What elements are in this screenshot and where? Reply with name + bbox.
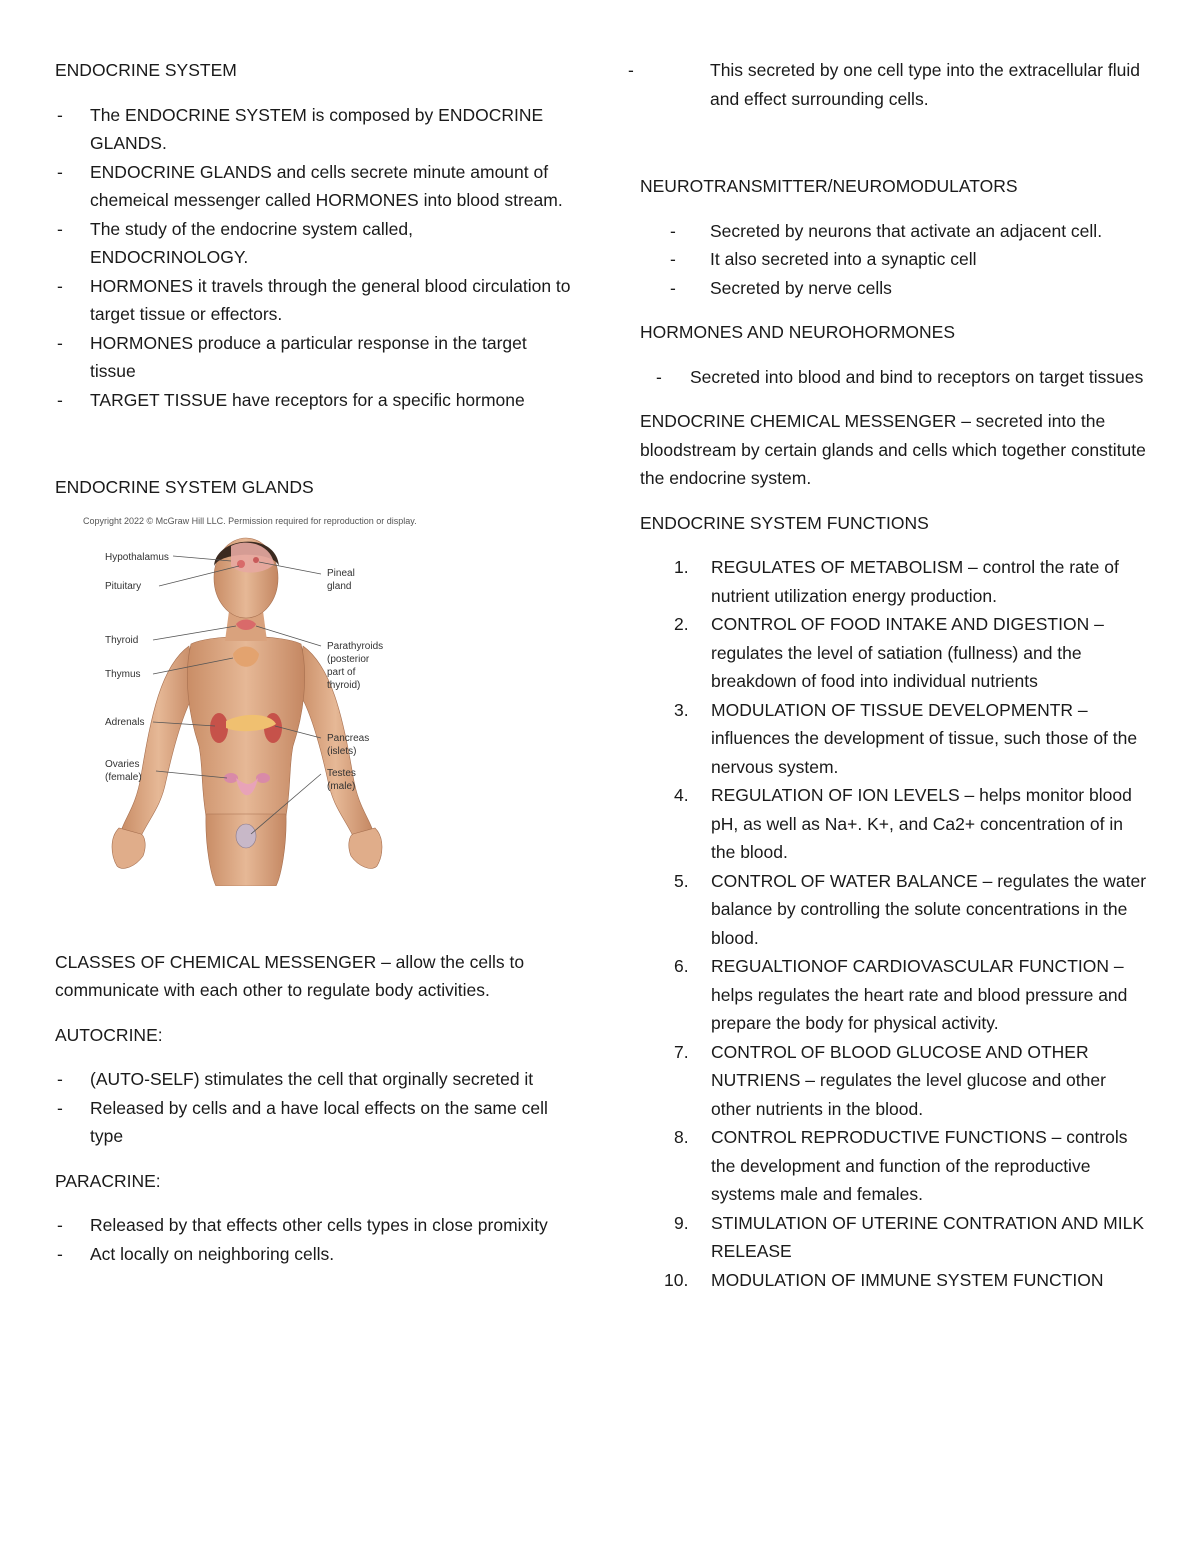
list-item-text: STIMULATION OF UTERINE CONTRATION AND MILK RELEASE	[711, 1212, 1144, 1261]
list-item-text: MODULATION OF IMMUNE SYSTEM FUNCTION	[711, 1269, 1104, 1290]
list-number: 10.	[664, 1269, 689, 1290]
list-item	[640, 610, 1150, 696]
autocrine-list	[55, 1065, 575, 1151]
functions-list	[640, 553, 1150, 1294]
list-item: - ENDOCRINE GLANDS and cells secrete minute amount of chemeical messenger called HORMONES into blood stream.	[55, 158, 575, 215]
list-item-text: CONTROL OF BLOOD GLUCOSE AND OTHER NUTRIENS – regulates the level glucose and other other nutrients in the blood.	[711, 1041, 1106, 1119]
section-title-endocrine-system: ENDOCRINE SYSTEM	[55, 60, 237, 80]
left-column	[55, 56, 575, 1268]
list-number: 7.	[674, 1041, 689, 1062]
list-item	[640, 553, 1150, 610]
section-title-neuro: NEUROTRANSMITTER/NEUROMODULATORS	[640, 176, 1018, 196]
list-item: - Secreted by nerve cells	[668, 274, 1150, 303]
label-pineal: Pineal	[327, 567, 355, 579]
list-item: - Act locally on neighboring cells.	[55, 1240, 575, 1269]
label-parathyroids: Parathyroids	[327, 640, 384, 652]
list-number: 4.	[674, 785, 689, 805]
list-number: 3.	[674, 699, 689, 720]
label-pituitary: Pituitary	[105, 580, 142, 592]
list-item: - The ENDOCRINE SYSTEM is composed by ENDOCRINE GLANDS.	[55, 101, 575, 158]
label-parathyroids-sub1: (posterior	[327, 653, 370, 665]
list-number: 2.	[674, 614, 689, 634]
neuro-list	[640, 217, 1150, 303]
section-title-glands: ENDOCRINE SYSTEM GLANDS	[55, 477, 314, 497]
list-number: 1.	[674, 557, 689, 577]
label-pineal-sub: gland	[327, 580, 352, 592]
list-item: - It also secreted into a synaptic cell	[668, 245, 1150, 274]
label-testes: Testes	[327, 767, 356, 779]
label-parathyroids-sub2: part of	[327, 666, 356, 678]
messenger-paragraph: ENDOCRINE CHEMICAL MESSENGER – secreted into the bloodstream by certain glands and cells which together constitute the endocrine system.	[640, 411, 1146, 488]
list-item-text: CONTROL OF WATER BALANCE – regulates the water balance by controlling the solute concentrations in the blood.	[711, 870, 1147, 948]
list-item: - (AUTO-SELF) stimulates the cell that orginally secreted it	[55, 1065, 575, 1094]
list-item-text: REGULATES OF METABOLISM – control the rate of nutrient utilization energy production.	[711, 557, 1119, 606]
paracrine-continued-list	[640, 56, 1150, 113]
label-hypothalamus: Hypothalamus	[105, 551, 169, 563]
label-ovaries-sub: (female)	[105, 771, 142, 783]
list-item	[640, 1266, 1150, 1295]
list-item-text: CONTROL REPRODUCTIVE FUNCTIONS – controls the development and function of the reproductive systems male and females.	[711, 1127, 1128, 1204]
list-item: - TARGET TISSUE have receptors for a specific hormone	[55, 386, 575, 415]
list-item-text: MODULATION OF TISSUE DEVELOPMENTR – influences the development of tissue, such those of the nervous system.	[711, 699, 1138, 777]
list-item	[640, 1123, 1150, 1209]
list-item	[640, 781, 1150, 867]
paracrine-list	[55, 1211, 575, 1268]
right-column	[640, 56, 1150, 1294]
list-item-text: REGULATION OF ION LEVELS – helps monitor blood pH, as well as Na+. K+, and Ca2+ concentration of in the blood.	[711, 785, 1132, 862]
list-item-text: Secreted into blood and bind to receptors on target tissues	[690, 366, 1144, 387]
list-item-text: REGUALTIONOF CARDIOVASCULAR FUNCTION – helps regulates the heart rate and blood pressure and prepare the body for physical activity.	[711, 956, 1128, 1033]
label-parathyroids-sub3: thyroid)	[327, 679, 361, 691]
list-item	[640, 952, 1150, 1038]
list-item	[640, 867, 1150, 953]
list-item-text: CONTROL OF FOOD INTAKE AND DIGESTION – regulates the level of satiation (fullness) and the breakdown of food into individual nutrients	[711, 614, 1104, 691]
section-title-autocrine: AUTOCRINE:	[55, 1024, 163, 1045]
list-item: - HORMONES produce a particular response in the target tissue	[55, 329, 575, 386]
list-item	[640, 696, 1150, 782]
list-item: - Released by that effects other cells types in close promixity	[55, 1211, 575, 1240]
section-title-functions: ENDOCRINE SYSTEM FUNCTIONS	[640, 512, 929, 533]
list-item: - The study of the endocrine system called, ENDOCRINOLOGY.	[55, 215, 575, 272]
label-pancreas: Pancreas	[327, 732, 370, 744]
list-item	[654, 363, 1150, 392]
label-ovaries: Ovaries	[105, 758, 140, 770]
hormones-list	[640, 363, 1150, 392]
label-testes-sub: (male)	[327, 780, 356, 792]
list-item-text: This secreted by one cell type into the extracellular fluid and effect surrounding cells.	[710, 60, 1140, 109]
figure-copyright: Copyright 2022 © McGraw Hill LLC. Permission required for reproduction or display.	[83, 515, 417, 526]
list-item	[640, 1209, 1150, 1266]
label-thymus: Thymus	[105, 668, 141, 680]
list-item: - Released by cells and a have local effects on the same cell type	[55, 1094, 575, 1151]
label-thyroid: Thyroid	[105, 634, 139, 646]
list-number: 8.	[674, 1127, 689, 1147]
list-item	[668, 56, 1150, 113]
list-number: 9.	[674, 1212, 689, 1233]
endocrine-glands-figure	[81, 516, 421, 886]
label-pancreas-sub: (islets)	[327, 745, 357, 757]
list-item	[640, 1038, 1150, 1124]
classes-paragraph: CLASSES OF CHEMICAL MESSENGER – allow the cells to communicate with each other to regulate body activities.	[55, 951, 525, 1000]
list-item: - Secreted by neurons that activate an adjacent cell.	[668, 217, 1150, 246]
list-number: 5.	[674, 870, 689, 891]
section-title-hormones: HORMONES AND NEUROHORMONES	[640, 322, 956, 342]
list-number: 6.	[674, 956, 689, 976]
endocrine-system-list	[55, 101, 575, 415]
body-illustration	[81, 516, 421, 886]
list-item: - HORMONES it travels through the general blood circulation to target tissue or effectors.	[55, 272, 575, 329]
label-adrenals: Adrenals	[105, 716, 145, 728]
section-title-paracrine: PARACRINE:	[55, 1170, 161, 1191]
